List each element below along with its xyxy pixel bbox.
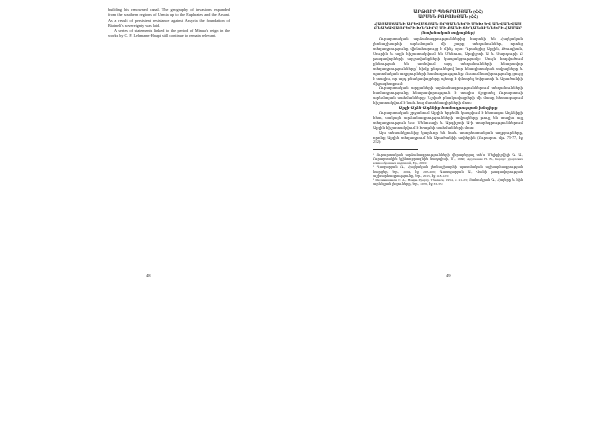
right-paragraph-2: Ուրարտական արքաների արձանագրություններում տեղանունների համադրությունը հնարավորություն է տալիս ճշգրտել Ուրարտուի արևմտյան սահմանները։ Նշված բնակավայրերի մի մասը հետագայում հիշատակվում է նաև հայ մատենագիրների մոտ։ bbox=[373, 86, 523, 106]
footnote-2: ² Ղազարյան Ռ., Հայկական լեռնաշխարհի պատմական աշխարհագրության հարցեր, Եր., 2004, էջ 205-209; Գասպարյան Ա., Վանի թագավորության աշխարհագրությունը, Եր., 2015, էջ 118-123։ bbox=[373, 165, 523, 178]
right-paragraph-4: Այս տեսանկյունից կարևոր են նաև ասորեստանյան աղբյուրները, որոնք Ալզին տեղադրում են Արածանիի ափերին (Ուրարտ. մթ. 75-77, էջ 212)։ bbox=[373, 130, 523, 145]
article-subtitle: (նախնական տվյալներ) bbox=[421, 31, 475, 36]
right-text-column bbox=[373, 9, 523, 186]
left-page-number: 48 bbox=[146, 273, 151, 278]
article-title: ՀԱՅԱՍՏԱՆԻ ԱՐԵՎՄՏՅԱՆ ՇՐՋԱՆՆԵՐԻ ՄԵԽ ԵՎ ԱՆՎԱՆՎԱԾ ԲՆԱԿԱՎԱՅՐԵՐԻ ԽՆԴԻՐԸ ՄԻ ՔԱՆԻ ՏԵՂԱՆՈՒՆՆԵՐԻ ՀԱՄԱՐ bbox=[373, 20, 523, 31]
right-paragraph-3: Ուրարտական շրջանում Ալզին երբեմն կապվում է հետագա Աղձնիքի հետ, սակայն արձանագրությունների տվյալները թույլ են տալիս այլ տեղադրություն ևս։ Մենուայի և Արգիշտի Ա-ի տարեգրություններում Ալզին հիշատակվում է Խաթեի սահմանների մոտ։ bbox=[373, 110, 523, 130]
author-2: ԱՐՍԵՆ ԲՈԲՈԽՅԱՆ (ՀՀ) bbox=[418, 14, 478, 19]
left-text-column bbox=[108, 7, 230, 39]
footnote-3: ³ Меликишвили Г. А., Наири-Урарту, Тбилиси, 1954, с. 21-23; Յահուկյան Գ., Հայերը և հին արևելյան լեզուները, Եր., 1970, էջ 33-35։ bbox=[373, 178, 523, 187]
right-paragraph-1: Ուրարտական արձանագրություններից հայտնի են Հայկական լեռնաշխարհի արևմտյան մի շարք տեղանուններ, որոնց տեղադրությունը վիճահարույց է մինչ օրս։ Դրանցից Ալզին, Թուպիան, Սուրին և այլն հիշատակվում են Մենուա, Արգիշտի Ա և Սարդուրի Բ թագավորների արշավանքների կապակցությամբ։ Սույն հոդվածում քննության են առնվում այդ տեղանունների հնարավոր տեղադրությունները՝ հիմք ընդունելով նոր հնագիտական տվյալները և պատմական աղբյուրների համադրությունը։ Ուսումնասիրությունը ցույց է տալիս, որ այդ բնակավայրերը պետք է փնտրել Եփրատի և Արածանիի միջագետքում։ bbox=[373, 37, 523, 86]
footnote-divider bbox=[373, 149, 418, 150]
section-subheading: Ալզի-Ալձն-Աղձնիք համադրության խնդիրը bbox=[398, 106, 498, 111]
left-paragraph-1: building his renowned canal. The geography of invasions expanded from the southern regions of Urmia up to the Euphrates and the Arsani. As a result of persistent resistance against Assyria the foundation of Biaineli's sovereignty was laid. bbox=[108, 7, 230, 28]
footnote-1: ¹ Ուրարտական արձանագրությունների վերաբերյալ տե՛ս Մելիքիշվիլի Գ. Ա., Ուրարտսկիե կլինոոբրազնիե նադպիսի, Մ., 1960; Арутюнян Н. В., Корпус урартских клинообразных надписей, Ер., 2001։ bbox=[373, 152, 523, 166]
right-page-number: 49 bbox=[446, 273, 451, 278]
left-paragraph-2: A series of statements linked to the period of Minua's reign in the works by C. F. Lehmann-Haupt still continue to remain relevant. bbox=[108, 28, 230, 39]
author-1: ԱՐԹՈՒՐ ՊԵՏՐՈՍՅԱՆ (ՀՀ) bbox=[413, 9, 483, 14]
right-page bbox=[300, 0, 600, 424]
